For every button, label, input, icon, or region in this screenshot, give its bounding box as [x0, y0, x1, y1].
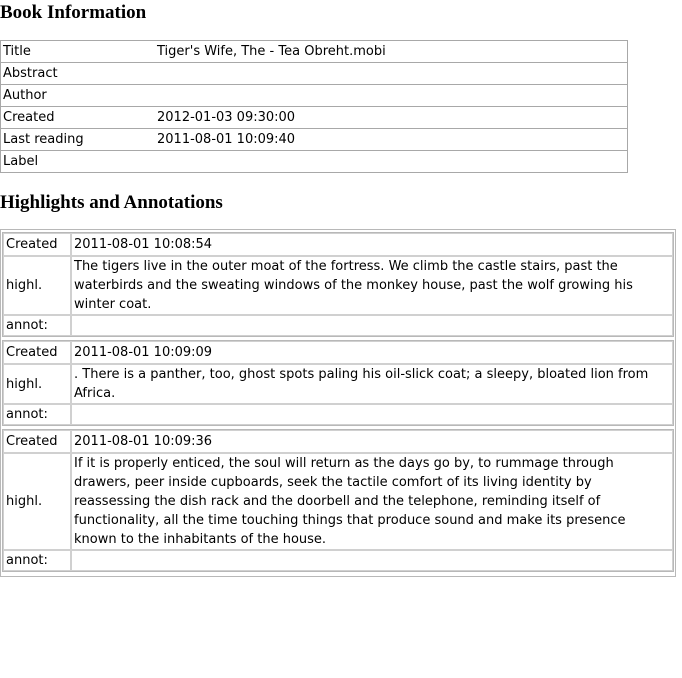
annotation-row: [3, 315, 673, 336]
book-information-heading: Book Information: [0, 2, 147, 23]
created-value: 2011-08-01 10:09:09: [71, 341, 673, 364]
created-label: Created: [3, 430, 71, 453]
highlight-created-row: [3, 430, 673, 453]
info-row-title: [1, 41, 628, 63]
info-value-abstract: [155, 63, 628, 85]
highl-label: highl.: [3, 364, 71, 404]
created-value: 2011-08-01 10:09:36: [71, 430, 673, 453]
highl-label: highl.: [3, 256, 71, 315]
highlights-heading: Highlights and Annotations: [0, 192, 223, 213]
annot-label: annot:: [3, 315, 71, 336]
annotation-row: [3, 404, 673, 425]
annotation-row: [3, 550, 673, 571]
info-row-last-reading: [1, 129, 628, 151]
info-row-created: [1, 107, 628, 129]
created-label: Created: [3, 341, 71, 364]
highlight-entry: [2, 429, 674, 572]
info-label: Abstract: [1, 63, 156, 85]
annot-label: annot:: [3, 404, 71, 425]
info-label: Last reading: [1, 129, 156, 151]
annot-label: annot:: [3, 550, 71, 571]
highlight-entry: [2, 340, 674, 426]
annotation-text: [71, 550, 673, 571]
highlights-list: [0, 229, 676, 577]
created-label: Created: [3, 233, 71, 256]
highl-label: highl.: [3, 453, 71, 550]
annotation-text: [71, 315, 673, 336]
info-value-last-reading: 2011-08-01 10:09:40: [155, 129, 628, 151]
highlight-text-row: [3, 256, 673, 315]
info-value-title: Tiger's Wife, The - Tea Obreht.mobi: [155, 41, 628, 63]
book-info-table: [0, 40, 628, 173]
info-value-author: [155, 85, 628, 107]
info-label: Label: [1, 151, 156, 173]
info-label: Created: [1, 107, 156, 129]
info-row-label: [1, 151, 628, 173]
highlight-created-row: [3, 233, 673, 256]
highlight-entry: [2, 232, 674, 337]
info-label: Author: [1, 85, 156, 107]
highlight-text: If it is properly enticed, the soul will return as the days go by, to rummage through drawers, peer inside cupboards, seek the tactile comfort of its living identity by reassessing the dish rack and the doorbell and the telephone, reminding itself of functionality, all the time touching things that produce sound and make its presence known to the inhabitants of the house.: [71, 453, 673, 550]
info-value-created: 2012-01-03 09:30:00: [155, 107, 628, 129]
info-value-label: [155, 151, 628, 173]
highlight-text: The tigers live in the outer moat of the fortress. We climb the castle stairs, past the waterbirds and the sweating windows of the monkey house, past the wolf growing his winter coat.: [71, 256, 673, 315]
info-row-author: [1, 85, 628, 107]
highlight-text: . There is a panther, too, ghost spots paling his oil-slick coat; a sleepy, bloated lion from Africa.: [71, 364, 673, 404]
highlight-created-row: [3, 341, 673, 364]
created-value: 2011-08-01 10:08:54: [71, 233, 673, 256]
info-label: Title: [1, 41, 156, 63]
highlight-text-row: [3, 364, 673, 404]
info-row-abstract: [1, 63, 628, 85]
highlight-text-row: [3, 453, 673, 550]
annotation-text: [71, 404, 673, 425]
